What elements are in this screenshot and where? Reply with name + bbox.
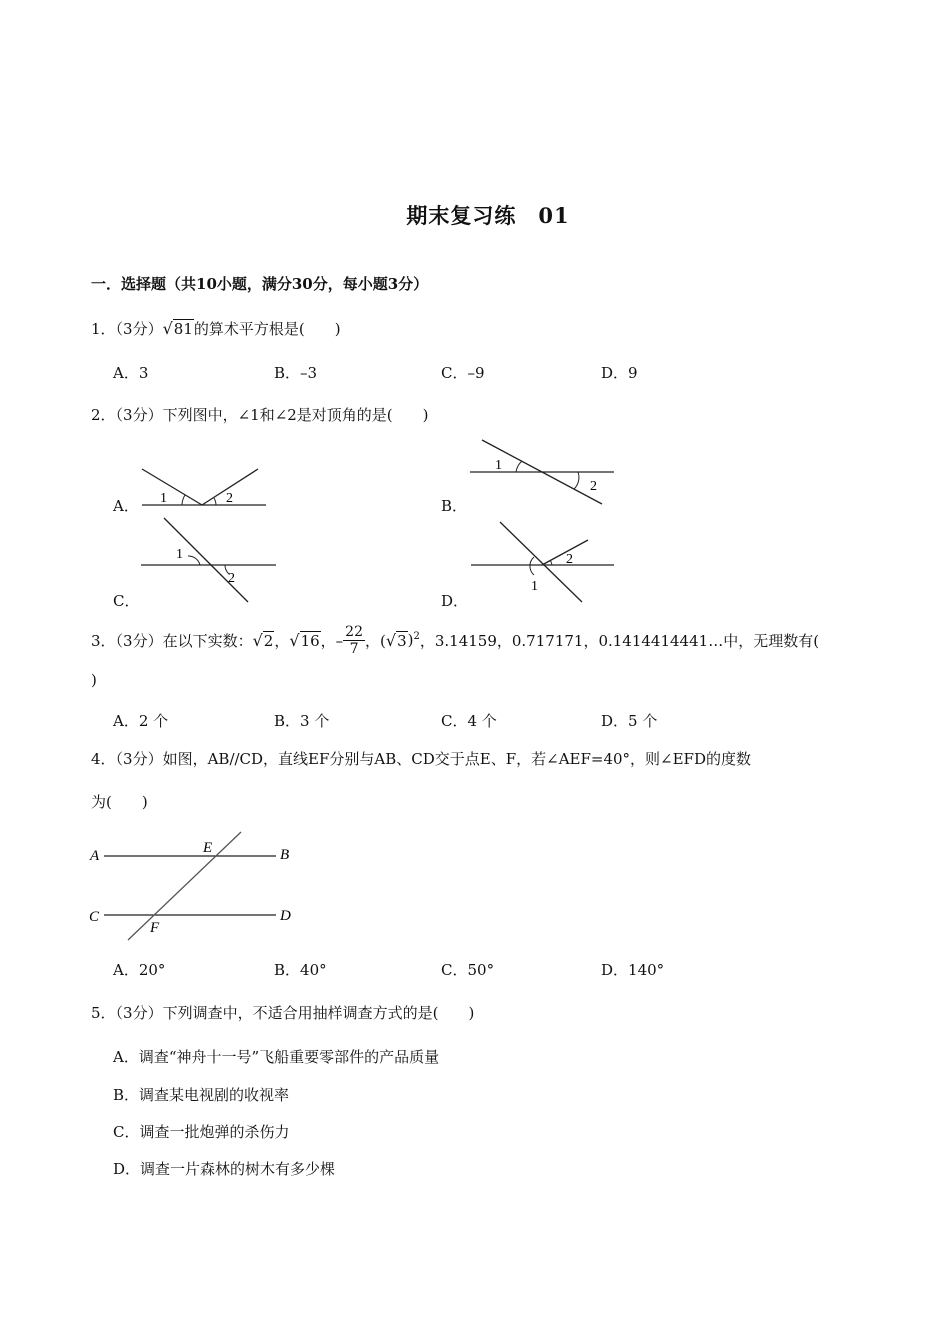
q5-option-c[interactable]: C．调查一批炮弹的杀伤力	[113, 1123, 290, 1141]
q2-option-b[interactable]: B．	[441, 497, 468, 515]
q2d-angle-1: 1	[531, 579, 538, 594]
q2d-angle-2: 2	[566, 552, 573, 567]
q2-figure-d	[468, 518, 618, 608]
q4-option-a[interactable]: A．20°	[113, 961, 166, 979]
q3-frac-num: 22	[345, 623, 363, 640]
section-heading: 一．选择题（共10小题，满分30分，每小题3分）	[91, 275, 429, 293]
q3-option-d[interactable]: D．5 个	[601, 712, 658, 730]
q3-close-paren: )	[91, 671, 97, 689]
q4-point-c: C	[89, 909, 100, 925]
q3-option-a[interactable]: A．2 个	[113, 712, 169, 730]
q4-option-d[interactable]: D．140°	[601, 961, 665, 979]
q2c-angle-1: 1	[176, 547, 183, 562]
q2a-angle-2: 2	[226, 491, 233, 506]
q2-option-d[interactable]: D．	[441, 592, 469, 610]
q1-prefix: 1．（3分）	[91, 320, 163, 338]
question-4-stem-line1: 4．（3分）如图，AB//CD，直线EF分别与AB、CD交于点E、F，若∠AEF=40°，则∠EFD的度数	[91, 750, 751, 768]
q2c-angle-2: 2	[228, 571, 235, 586]
q3-root-3: 3	[397, 631, 407, 650]
question-2-stem: 2．（3分）下列图中，∠1和∠2是对顶角的是( )	[91, 406, 429, 424]
q2b-angle-2: 2	[590, 479, 597, 494]
q4-point-f: F	[150, 920, 160, 936]
question-1-stem: 1．（3分）√81的算术平方根是( )	[91, 319, 341, 338]
q2-figure-a	[138, 462, 273, 512]
q2-option-a[interactable]: A．	[113, 497, 139, 515]
q1-radicand: 81	[173, 320, 193, 338]
q1-option-c[interactable]: C．–9	[441, 364, 485, 382]
q2b-angle-1: 1	[495, 458, 502, 473]
q3-option-c[interactable]: C．4 个	[441, 712, 497, 730]
q5-option-b[interactable]: B．调查某电视剧的收视率	[113, 1086, 290, 1104]
question-3-stem: 3．（3分）在以下实数： √ 2 ， √ 16 ，– $\frac{22}{7}$ ，( √ 3 )$^2$ ，3.14159，0.717171，0.1414414441…中，无理数有(	[91, 623, 820, 657]
q3-tail: ，3.14159，0.717171，0.1414414441…中，无理数有(	[419, 631, 820, 650]
q1-option-a[interactable]: A．3	[113, 364, 149, 382]
question-4-stem-line2: 为( )	[91, 793, 148, 811]
q3-frac-den: 7	[349, 640, 359, 657]
q4-point-b: B	[280, 847, 290, 863]
q3-root-2: 2	[263, 631, 274, 650]
q4-figure	[86, 828, 301, 946]
q4-point-d: D	[280, 908, 291, 924]
q3-root-16: 16	[300, 631, 320, 650]
q1-text: 的算术平方根是( )	[193, 320, 341, 338]
q2-option-c[interactable]: C．	[113, 592, 140, 610]
q5-option-a[interactable]: A．调查“神舟十一号”飞船重要零部件的产品质量	[113, 1048, 440, 1066]
q3-option-b[interactable]: B．3 个	[274, 712, 330, 730]
q3-prefix: 3．（3分）在以下实数：	[91, 631, 253, 650]
q4-point-e: E	[203, 840, 213, 856]
q2-figure-c	[138, 514, 280, 606]
q5-option-d[interactable]: D．调查一片森林的树木有多少棵	[113, 1160, 336, 1178]
q4-option-c[interactable]: C．50°	[441, 961, 495, 979]
q4-point-a: A	[90, 848, 100, 864]
q1-option-b[interactable]: B．–3	[274, 364, 318, 382]
q4-option-b[interactable]: B．40°	[274, 961, 327, 979]
q3-fraction	[343, 624, 365, 657]
question-5-stem: 5．（3分）下列调查中，不适合用抽样调查方式的是( )	[91, 1004, 475, 1022]
q2-figure-b	[466, 434, 621, 510]
q1-option-d[interactable]: D．9	[601, 364, 638, 382]
q2a-angle-1: 1	[160, 491, 167, 506]
page-title: 期末复习练 01	[406, 203, 570, 228]
